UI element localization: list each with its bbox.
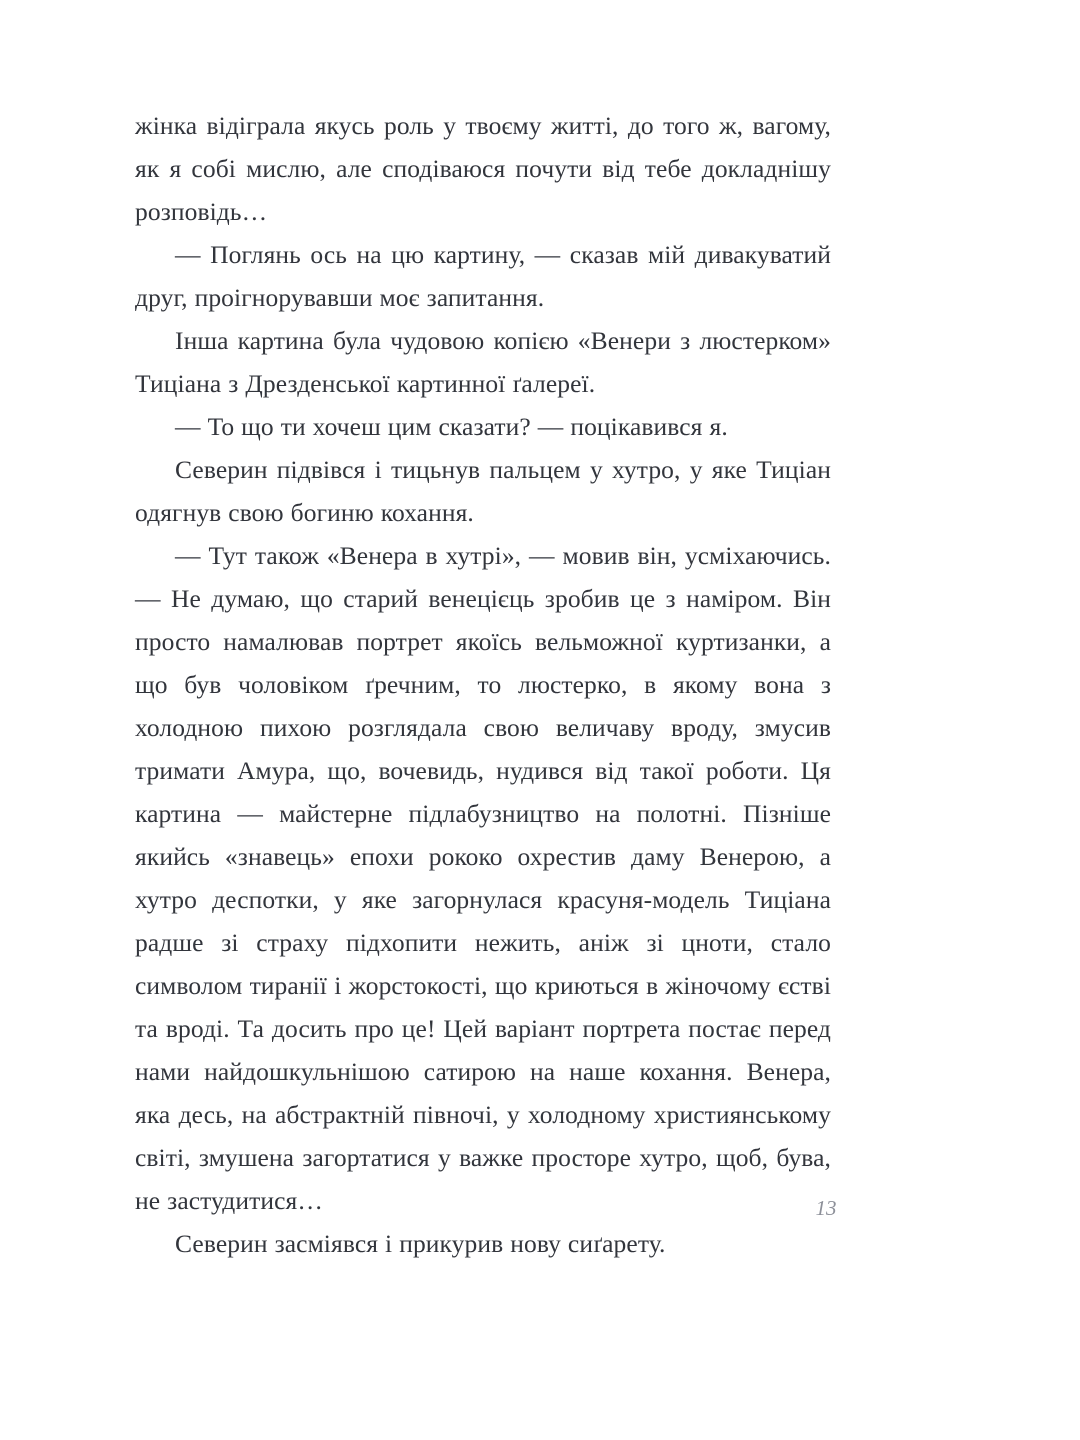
paragraph-description-2: Северин підвівся і тицьнув пальцем у хутро, у яке Тиціан одягнув свою богиню кохання. <box>135 455 831 527</box>
page-number: 13 <box>815 1196 837 1220</box>
paragraph-description-1: Інша картина була чудовою копією «Венери з люстерком» Тиціана з Дрезденської картинної ґалереї. <box>135 326 831 398</box>
paragraph-closing: Северин засміявся і прикурив нову сиґарету. <box>175 1229 666 1258</box>
paragraph-continuation: жінка відіграла якусь роль у твоєму житті, до того ж, вагому, як я собі мислю, але сподіваюся почути від тебе докладнішу розповідь… <box>135 111 831 226</box>
paragraph-dialogue-3: — Тут також «Венера в хутрі», — мовив він, усміхаючись. — Не думаю, що старий венецієць зробив це з наміром. Він просто намалював портрет якоїсь вельможної куртизанки, а що був чоловіком ґречним, то люстерко, в якому вона з холодною пихою розглядала свою величаву вроду, змусив тримати Амура, що, вочевидь, нудився від такої роботи. Ця картина — майстерне підлабузництво на полотні. Пізніше якийсь «знавець» епохи рококо охрестив даму Венерою, а хутро деспотки, у яке загорнулася красуня-модель Тиціана радше зі страху підхопити нежить, аніж зі цноти, стало символом тиранії і жорстокості, що криються в жіночому єстві та вроді. Та досить про це! Цей варіант портрета постає перед нами найдошкульнішою сатирою на наше кохання. Венера, яка десь, на абстрактній півночі, у холодному християнському світі, змушена загортатися у важке просторе хутро, щоб, бува, не застудитися… <box>135 541 831 1215</box>
paragraph-dialogue-1: — Поглянь ось на цю картину, — сказав мій дивакуватий друг, проігнорувавши моє запитання. <box>135 240 831 312</box>
paragraph-dialogue-2: — То що ти хочеш цим сказати? — поцікавився я. <box>175 412 728 441</box>
page-text-block <box>135 104 831 1265</box>
